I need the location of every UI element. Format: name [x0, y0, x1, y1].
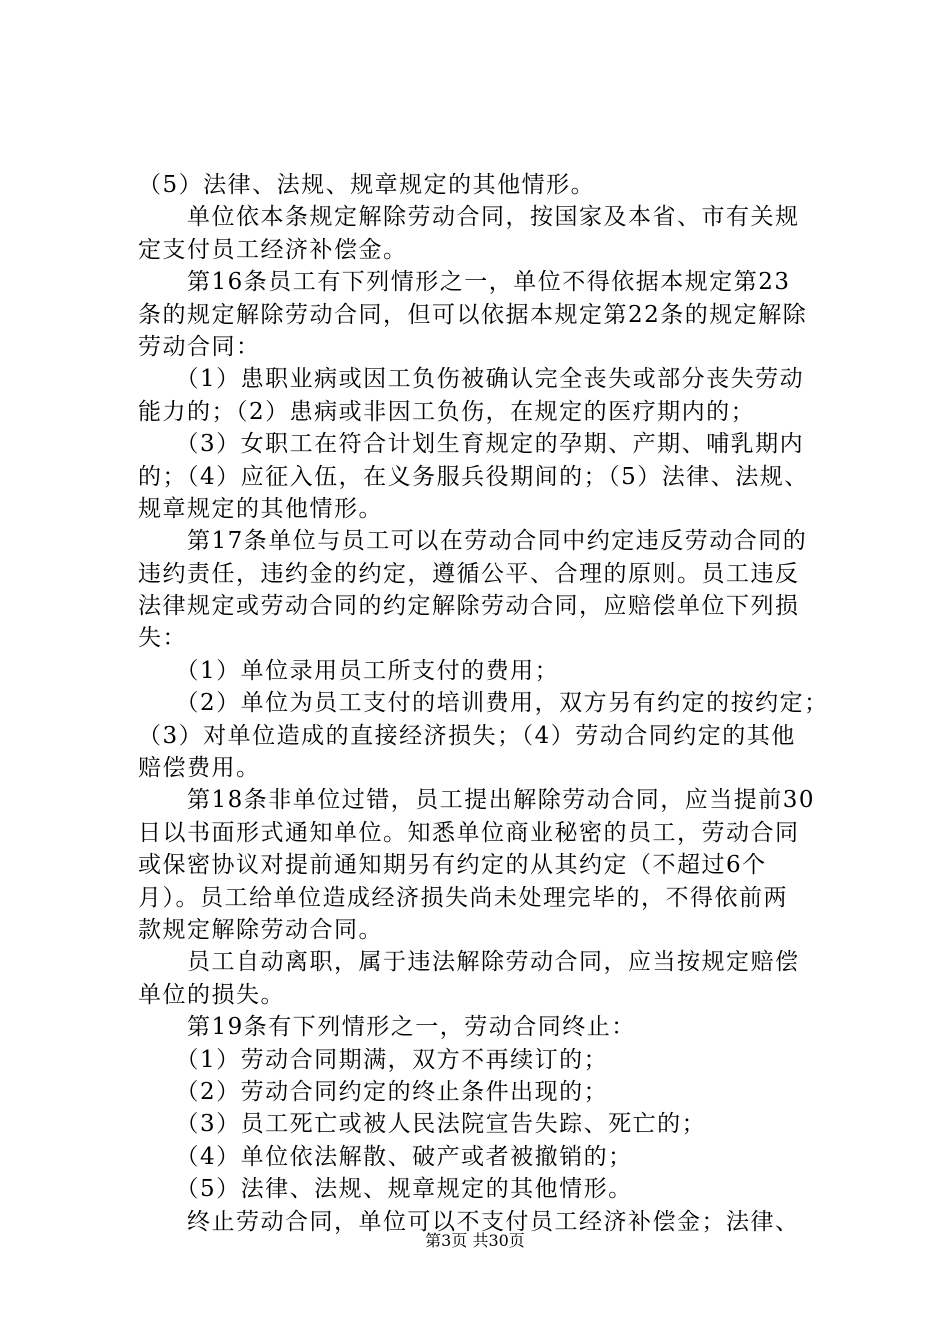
- text-line: （2）单位为员工支付的培训费用，双方另有约定的按约定；: [138, 690, 829, 717]
- text-line: 条的规定解除劳动合同，但可以依据本规定第22条的规定解除: [138, 301, 808, 328]
- text-line: 第19条有下列情形之一，劳动合同终止：: [138, 1014, 636, 1041]
- text-line: （3）员工死亡或被人民法院宣告失踪、死亡的；: [138, 1111, 707, 1138]
- text-line: 违约责任，违约金的约定，遵循公平、合理的原则。员工违反: [138, 560, 800, 587]
- text-line: （5）法律、法规、规章规定的其他情形。: [138, 1176, 633, 1203]
- text-line: 单位依本条规定解除劳动合同，按国家及本省、市有关规: [138, 204, 800, 231]
- text-line: 员工自动离职，属于违法解除劳动合同，应当按规定赔偿: [138, 949, 800, 976]
- text-line: （3）对单位造成的直接经济损失；（4）劳动合同约定的其他: [138, 722, 796, 749]
- text-line: 的；（4）应征入伍，在义务服兵役期间的；（5）法律、法规、: [138, 463, 809, 490]
- text-line: （5）法律、法规、规章规定的其他情形。: [138, 172, 596, 198]
- text-line: 或保密协议对提前通知期另有约定的从其约定（不超过6个: [138, 852, 767, 879]
- text-line: （3）女职工在符合计划生育规定的孕期、产期、哺乳期内: [138, 431, 805, 458]
- text-line: 单位的损失。: [138, 981, 285, 1008]
- text-line: （1）单位录用员工所支付的费用；: [138, 657, 560, 684]
- text-line: 劳动合同：: [138, 333, 261, 360]
- text-line: 第17条单位与员工可以在劳动合同中约定违反劳动合同的: [138, 528, 808, 555]
- page-number-footer: 第3页 共30页: [425, 1231, 525, 1250]
- text-line: 日以书面形式通知单位。知悉单位商业秘密的员工，劳动合同: [138, 819, 800, 846]
- text-line: 失：: [138, 625, 187, 652]
- text-line: 第18条非单位过错，员工提出解除劳动合同，应当提前30: [138, 787, 816, 814]
- text-line: 赔偿费用。: [138, 755, 261, 782]
- text-line: 款规定解除劳动合同。: [138, 916, 383, 943]
- text-line: （1）患职业病或因工负伤被确认完全丧失或部分丧失劳动: [138, 366, 805, 393]
- text-line: 定支付员工经济补偿金。: [138, 236, 408, 263]
- text-line: 第16条员工有下列情形之一，单位不得依据本规定第23: [138, 269, 791, 296]
- document-body: [138, 169, 838, 1238]
- text-line: 月）。员工给单位造成经济损失尚未处理完毕的，不得依前两: [138, 884, 788, 911]
- text-line: 能力的；（2）患病或非因工负伤，在规定的医疗期内的；: [138, 398, 756, 425]
- text-line: 终止劳动合同，单位可以不支付员工经济补偿金；法律、: [138, 1208, 800, 1235]
- text-line: （4）单位依法解散、破产或者被撤销的；: [138, 1143, 633, 1170]
- text-line: 法律规定或劳动合同的约定解除劳动合同，应赔偿单位下列损: [138, 593, 800, 620]
- text-line: （1）劳动合同期满，双方不再续订的；: [138, 1046, 609, 1073]
- text-line: 规章规定的其他情形。: [138, 495, 383, 522]
- text-line: （2）劳动合同约定的终止条件出现的；: [138, 1078, 609, 1105]
